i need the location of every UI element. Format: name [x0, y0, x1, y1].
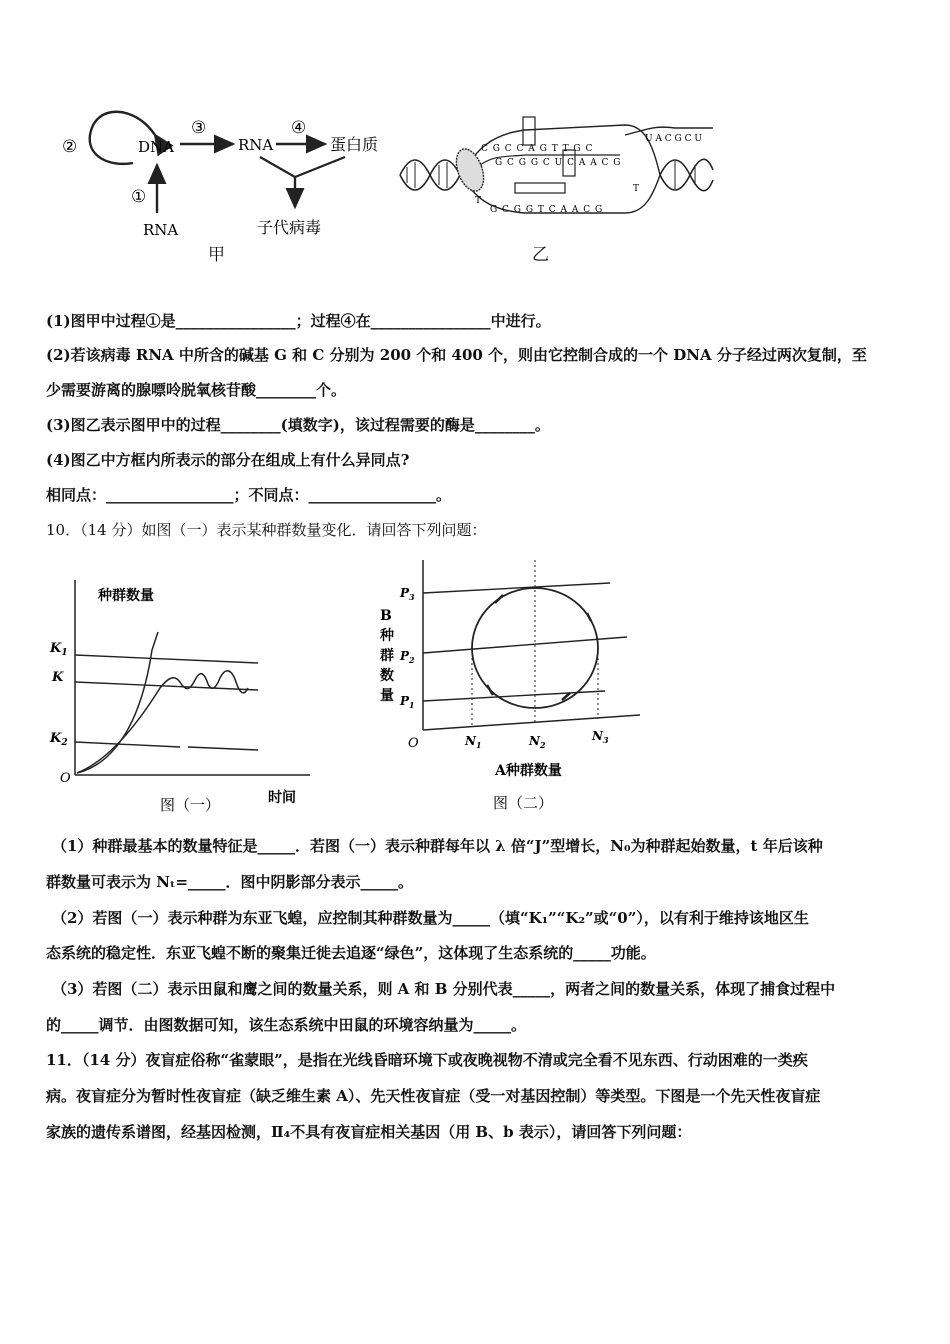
figure-yi — [395, 95, 715, 235]
highlight-box-dna — [523, 117, 535, 145]
offspring-virus-node: 子代病毒 — [257, 218, 322, 237]
figure-1-population — [40, 570, 330, 815]
step-1-label: ① — [131, 187, 147, 207]
svg-text:N2: $N_2$ — [529, 734, 546, 750]
svg-text:K1: $K_1$ — [50, 641, 68, 658]
p3-line — [423, 583, 610, 593]
rna-source-node: RNA — [143, 221, 179, 239]
fig2-ylabel-b: B — [380, 608, 392, 624]
step-4-label: ④ — [291, 118, 307, 138]
bottom-strand-bases: G C G G T C A A C G — [490, 205, 604, 215]
fig2-ylabel-1: 群 — [380, 648, 394, 664]
k-line — [75, 682, 258, 690]
fig1-origin: O — [60, 771, 71, 786]
figure-jia — [55, 95, 395, 270]
q9-part-2b: 少需要游离的腺嘌呤脱氧核苷酸________个。 — [46, 381, 347, 399]
svg-text:N1: $N_1$ — [465, 734, 482, 750]
step-2-label: ② — [62, 137, 78, 157]
svg-text:K2: $K_2$ — [50, 731, 68, 748]
q10-part-3b: 的_____调节．由图数据可知，该生态系统中田鼠的环境容纳量为_____。 — [46, 1016, 527, 1034]
svg-text:P3: $P_3$ — [400, 586, 415, 602]
svg-text:N3: $N_3$ — [592, 729, 609, 745]
fig2-ylabel-3: 量 — [380, 688, 394, 704]
protein-node: 蛋白质 — [330, 135, 379, 154]
template-top-bases: C G C C A G T T G C — [481, 144, 594, 154]
svg-text:P1: $P_1$ — [400, 694, 415, 710]
svg-text:P2: $P_2$ — [400, 649, 415, 665]
blank-rect — [515, 183, 565, 193]
q10-part-2b: 态系统的稳定性．东亚飞蝗不断的聚集迁徙去追逐“绿色”，这体现了生态系统的_____功能。 — [46, 944, 656, 962]
q11-line-3: 家族的遗传系谱图，经基因检测，Ⅱ₄不具有夜盲症相关基因（用 B、b 表示），请回答下列问题： — [46, 1123, 692, 1141]
q11-line-1: 11．（14 分）夜盲症俗称“雀蒙眼”，是指在光线昏暗环境下或夜晚视物不清或完全看不见东西、行动困难的一类疾 — [46, 1051, 808, 1069]
p2-line — [423, 637, 627, 653]
svg-text:T: T — [475, 196, 482, 206]
step-3-label: ③ — [191, 118, 207, 138]
rna-middle-bases: G C G G C U C A A C G — [495, 158, 622, 168]
q9-part-2a: (2)若该病毒 RNA 中所含的碱基 G 和 C 分别为 200 个和 400 个，则由它控制合成的一个 DNA 分子经过两次复制，至 — [46, 346, 867, 364]
q10-part-1b: 群数量可表示为 Nₜ=_____．图中阴影部分表示_____。 — [46, 873, 414, 891]
q11-line-2: 病。夜盲症分为暂时性夜盲症（缺乏维生素 A）、先天性夜盲症（受一对基因控制）等类型。下图是一个先天性夜盲症 — [46, 1087, 821, 1105]
q9-part-3: (3)图乙表示图甲中的过程________(填数字)，该过程需要的酶是________。 — [46, 416, 550, 434]
q10-heading: 10．（14 分）如图（一）表示某种群数量变化．请回答下列问题： — [46, 521, 487, 539]
q9-part-1: (1)图甲中过程①是________________；过程④在________________中进行。 — [46, 312, 551, 330]
figure-jia-label: 甲 — [208, 245, 225, 265]
fig2-origin: O — [408, 736, 419, 751]
fig1-xlabel: 时间 — [268, 790, 296, 806]
svg-text:T: T — [633, 184, 640, 194]
k2-line — [75, 742, 180, 747]
fig2-ylabel-0: 种 — [380, 628, 394, 644]
rna-node: RNA — [238, 136, 274, 154]
fig2-caption: 图（二） — [493, 794, 554, 812]
fig1-caption: 图（一） — [160, 796, 221, 814]
q9-part-5: 相同点：_________________；不同点：_________________。 — [46, 486, 452, 504]
fig1-ylabel: 种群数量 — [98, 588, 154, 604]
rna-tail-bases: U A C G C U — [645, 134, 702, 144]
fig2-xlabel: A种群数量 — [495, 763, 562, 779]
k1-line — [75, 655, 258, 663]
q10-part-3a: （3）若图（二）表示田鼠和鹰之间的数量关系，则 A 和 B 分别代表_____，两者之间的数量关系，体现了捕食过程中 — [52, 980, 836, 998]
q10-part-2a: （2）若图（一）表示种群为东亚飞蝗，应控制其种群数量为_____（填“K₁”“K₂”或“0”），以有利于维持该地区生 — [52, 909, 809, 927]
dna-node: DNA — [138, 138, 174, 156]
k-label: K — [52, 670, 64, 685]
s-curve — [77, 671, 248, 773]
figure-2-predator-prey — [375, 555, 665, 820]
q10-part-1a: （1）种群最基本的数量特征是_____．若图（一）表示种群每年以 λ 倍“J”型增长，N₀为种群起始数量，t 年后该种 — [52, 837, 823, 855]
fig2-ylabel-2: 数 — [380, 668, 394, 684]
j-curve — [77, 632, 158, 773]
q9-part-4: (4)图乙中方框内所表示的部分在组成上有什么异同点? — [46, 451, 410, 469]
figure-yi-label: 乙 — [532, 245, 549, 265]
